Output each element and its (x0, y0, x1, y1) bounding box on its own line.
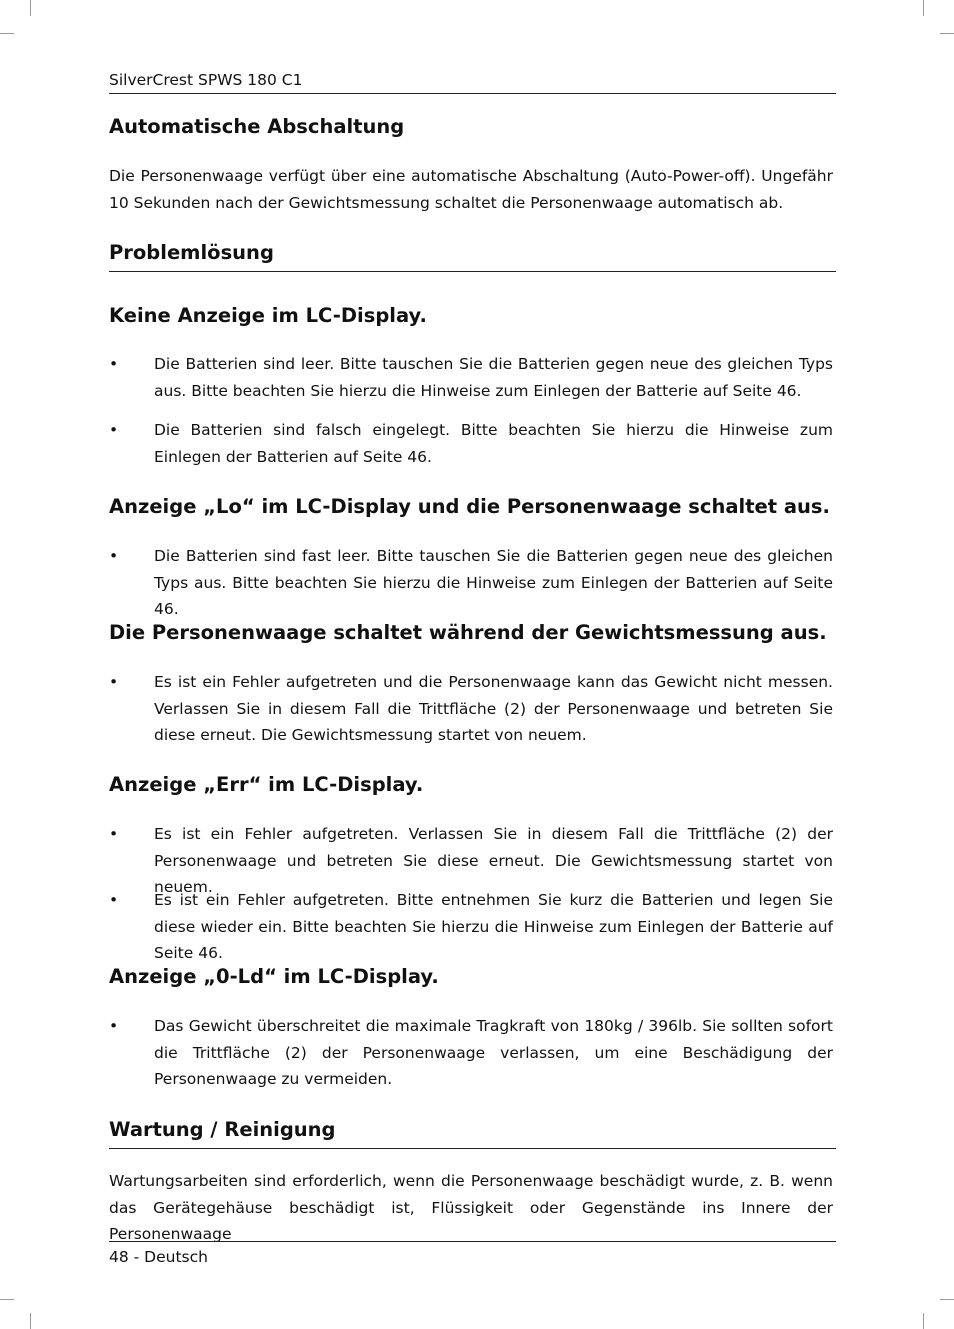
paragraph-maintenance: Wartungsarbeiten sind erforderlich, wenn die Personenwaage beschädigt wurde, z. B. wenn das Gerätegehäuse beschädigt ist, Flüssigkeit oder Gegenstände ins Innere der Personenwaage (109, 1172, 833, 1243)
crop-mark (923, 0, 924, 16)
heading-troubleshooting: Problemlösung (109, 240, 836, 272)
crop-mark (940, 33, 954, 34)
crop-mark (30, 1313, 31, 1329)
paragraph-auto-off: Die Personenwaage verfügt über eine automatische Abschaltung (Auto-Power-off). Ungefähr 10 Sekunden nach der Gewichtsmessung schaltet die Personenwaage automatisch ab. (109, 167, 833, 212)
heading-lo-display: Anzeige „Lo“ im LC-Display und die Personenwaage schaltet aus. (109, 495, 830, 518)
list-item (109, 351, 833, 404)
list-item-text: Es ist ein Fehler aufgetreten. Verlassen Sie in diesem Fall die Trittfläche (2) der Personenwaage und betreten Sie diese erneut. Die Gewichtsmessung startet von neuem. (154, 825, 833, 896)
list-item-text: Das Gewicht überschreitet die maximale Tragkraft von 180kg / 396lb. Sie sollten sofort die Trittfläche (2) der Personenwaage verlassen, um eine Beschädigung der Personenwaage zu vermeiden. (154, 1017, 833, 1088)
heading-err-display: Anzeige „Err“ im LC-Display. (109, 773, 424, 796)
bullet-icon: • (109, 355, 119, 373)
bullet-icon: • (109, 421, 119, 439)
page-header: SilverCrest SPWS 180 C1 (109, 70, 836, 94)
crop-mark (0, 1299, 14, 1300)
list-item (109, 543, 833, 623)
crop-mark (0, 33, 14, 34)
heading-auto-off: Automatische Abschaltung (109, 115, 405, 138)
list-item-text: Die Batterien sind falsch eingelegt. Bitte beachten Sie hierzu die Hinweise zum Einlegen der Batterien auf Seite 46. (154, 421, 833, 466)
heading-no-display: Keine Anzeige im LC-Display. (109, 304, 427, 327)
list-item-text: Die Batterien sind fast leer. Bitte tauschen Sie die Batterien gegen neue des gleichen Typs aus. Bitte beachten Sie hierzu die Hinweise zum Einlegen der Batterien auf Seite 46. (154, 547, 833, 618)
list-item (109, 1013, 833, 1093)
crop-mark (30, 0, 31, 16)
bullet-icon: • (109, 891, 119, 909)
heading-switches-off: Die Personenwaage schaltet während der Gewichtsmessung aus. (109, 621, 827, 644)
crop-mark (923, 1313, 924, 1329)
heading-maintenance: Wartung / Reinigung (109, 1117, 836, 1149)
bullet-icon: • (109, 1017, 119, 1035)
list-item-text: Es ist ein Fehler aufgetreten. Bitte entnehmen Sie kurz die Batterien und legen Sie diese wieder ein. Bitte beachten Sie hierzu die Hinweise zum Einlegen der Batterie auf Seite 46. (154, 891, 833, 962)
crop-mark (940, 1299, 954, 1300)
heading-overload-display: Anzeige „0-Ld“ im LC-Display. (109, 965, 439, 988)
bullet-icon: • (109, 673, 119, 691)
list-item (109, 417, 833, 470)
page-footer: 48 - Deutsch (109, 1241, 836, 1267)
bullet-icon: • (109, 547, 119, 565)
list-item (109, 887, 833, 967)
bullet-icon: • (109, 825, 119, 843)
list-item-text: Die Batterien sind leer. Bitte tauschen Sie die Batterien gegen neue des gleichen Typs aus. Bitte beachten Sie hierzu die Hinweise zum Einlegen der Batterie auf Seite 46. (154, 355, 833, 400)
list-item (109, 669, 833, 749)
list-item-text: Es ist ein Fehler aufgetreten und die Personenwaage kann das Gewicht nicht messen. Verlassen Sie in diesem Fall die Trittfläche (2) der Personenwaage und betreten Sie diese erneut. Die Gewichtsmessung startet von neuem. (154, 673, 833, 744)
